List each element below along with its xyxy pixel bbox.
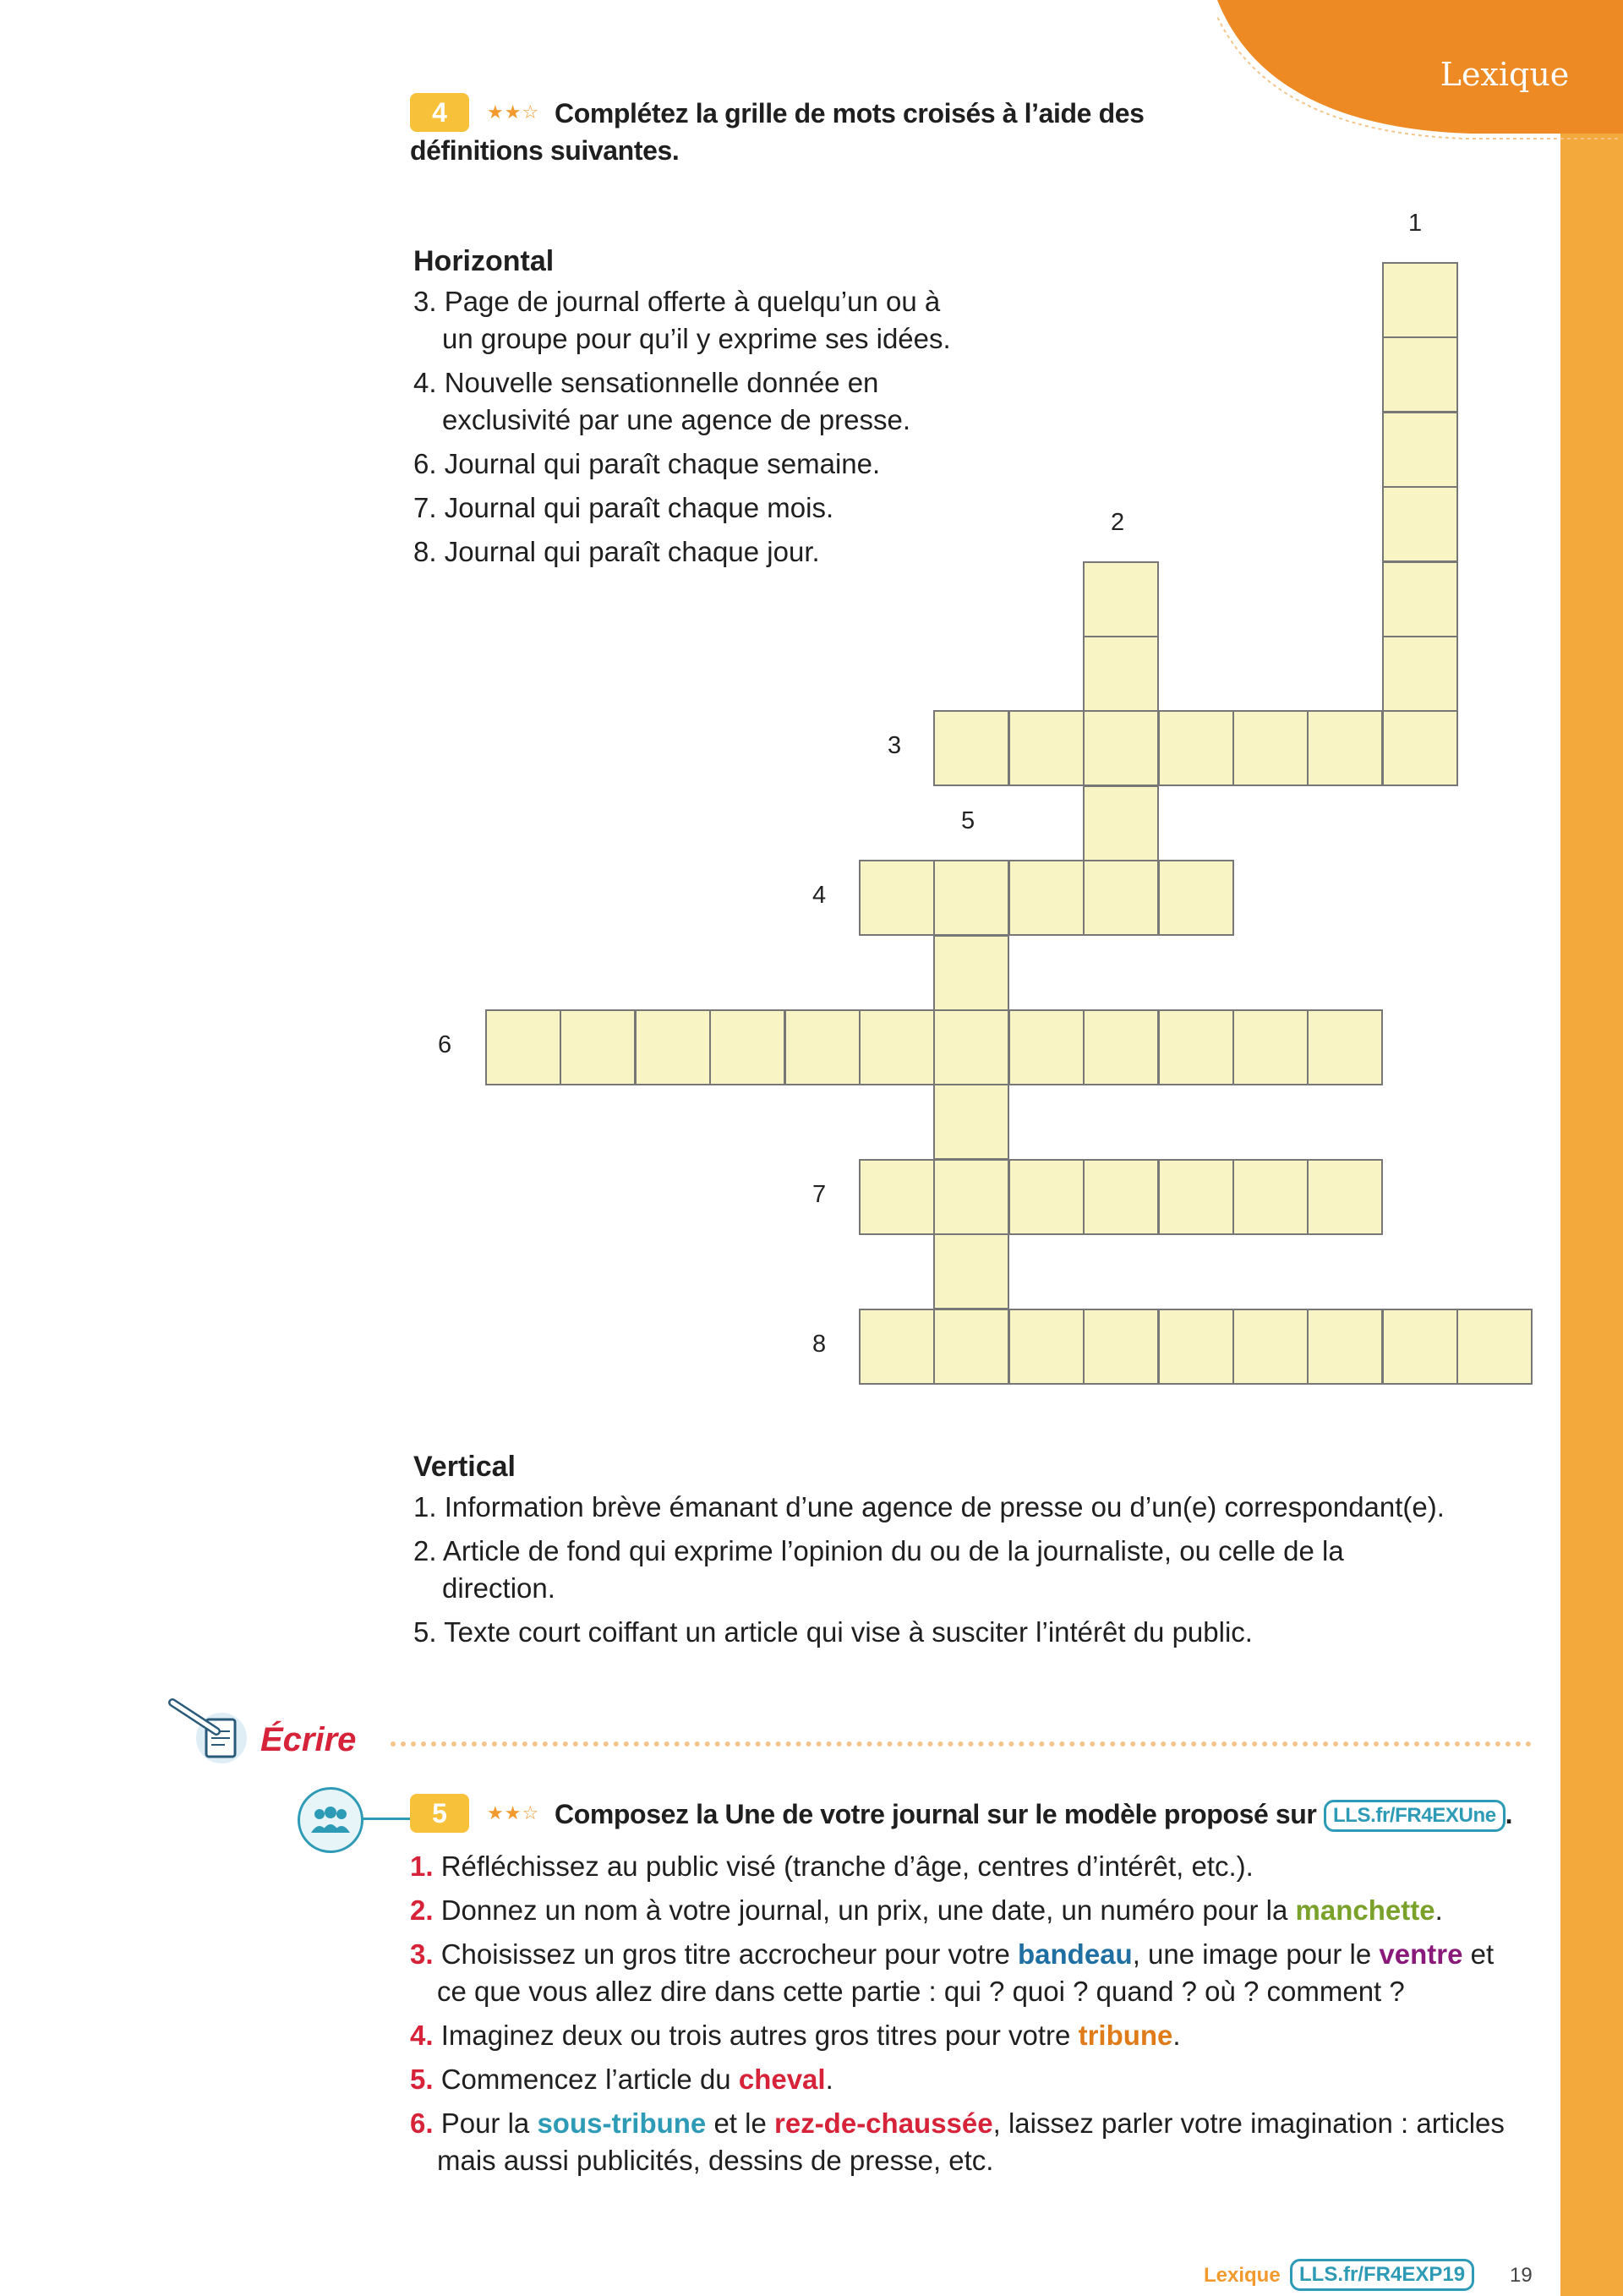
- crossword-cell[interactable]: [1158, 1009, 1234, 1085]
- crossword-cell[interactable]: [933, 935, 1009, 1011]
- keyword-bandeau: bandeau: [1018, 1938, 1133, 1970]
- step-item: 2. Donnez un nom à votre journal, un prix, une date, un numéro pour la manchette.: [410, 1894, 1443, 1926]
- grid-number-1: 1: [1408, 210, 1423, 237]
- crossword-cell[interactable]: [1083, 710, 1159, 786]
- crossword-cell[interactable]: [1382, 561, 1458, 637]
- grid-number-5: 5: [961, 807, 975, 834]
- crossword-cell[interactable]: [1083, 1009, 1159, 1085]
- grid-number-3: 3: [888, 732, 902, 759]
- connector-line: [362, 1818, 414, 1820]
- crossword-cell[interactable]: [635, 1009, 711, 1085]
- definition-item: 8. Journal qui paraît chaque jour.: [413, 536, 820, 567]
- crossword-cell[interactable]: [1382, 412, 1458, 488]
- keyword-tribune: tribune: [1078, 2020, 1173, 2051]
- crossword-cell[interactable]: [859, 1309, 935, 1385]
- crossword-cell[interactable]: [1158, 1309, 1234, 1385]
- group-work-icon: [298, 1787, 363, 1853]
- crossword-cell[interactable]: [1382, 636, 1458, 712]
- difficulty-stars: ★★☆: [487, 101, 540, 123]
- crossword-cell[interactable]: [1008, 710, 1085, 786]
- crossword-cell[interactable]: [1307, 1009, 1383, 1085]
- step-item: 4. Imaginez deux ou trois autres gros titres pour votre tribune.: [410, 2020, 1181, 2051]
- dotted-divider: [391, 1741, 1532, 1747]
- crossword-cell[interactable]: [1008, 1309, 1085, 1385]
- grid-number-7: 7: [812, 1181, 827, 1208]
- page-number: 19: [1510, 2264, 1533, 2287]
- writing-section-title: Écrire: [260, 1721, 357, 1758]
- exercise-instruction: Complétez la grille de mots croisés à l’aide des: [555, 98, 1145, 128]
- keyword-sous-tribune: sous-tribune: [537, 2107, 707, 2139]
- crossword-cell[interactable]: [859, 1009, 935, 1085]
- exercise-number-badge: 4: [410, 93, 469, 132]
- crossword-cell[interactable]: [1083, 1159, 1159, 1235]
- definition-item: 5. Texte court coiffant un article qui vise à susciter l’intérêt du public.: [413, 1616, 1253, 1648]
- crossword-cell[interactable]: [1382, 710, 1458, 786]
- writing-pencil-icon: [166, 1694, 257, 1765]
- crossword-cell[interactable]: [1008, 1009, 1085, 1085]
- definition-item: 2. Article de fond qui exprime l’opinion du ou de la journaliste, ou celle de la direction.: [413, 1535, 1344, 1604]
- step-item: 1. Réfléchissez au public visé (tranche d’âge, centres d’intérêt, etc.).: [410, 1850, 1254, 1882]
- crossword-cell[interactable]: [1083, 785, 1159, 861]
- crossword-cell[interactable]: [1232, 1159, 1309, 1235]
- definition-item: 3. Page de journal offerte à quelqu’un ou à un groupe pour qu’il y exprime ses idées.: [413, 286, 951, 354]
- keyword-manchette: manchette: [1295, 1894, 1435, 1926]
- crossword-cell[interactable]: [1232, 1309, 1309, 1385]
- grid-number-6: 6: [438, 1031, 452, 1058]
- crossword-cell[interactable]: [859, 1159, 935, 1235]
- footer-section-label: Lexique: [1204, 2264, 1281, 2287]
- grid-number-4: 4: [812, 882, 827, 909]
- crossword-cell[interactable]: [1083, 860, 1159, 936]
- footer-link[interactable]: LLS.fr/FR4EXP19: [1290, 2259, 1474, 2291]
- crossword-cell[interactable]: [1083, 636, 1159, 712]
- crossword-cell[interactable]: [1382, 336, 1458, 413]
- crossword-cell[interactable]: [485, 1009, 561, 1085]
- crossword-cell[interactable]: [859, 860, 935, 936]
- definition-item: 6. Journal qui paraît chaque semaine.: [413, 448, 881, 479]
- exercise-link[interactable]: LLS.fr/FR4EXUne: [1324, 1800, 1506, 1832]
- exercise-steps: [410, 1848, 1543, 2179]
- crossword-cell[interactable]: [933, 1009, 1009, 1085]
- exercise-number-badge: 5: [410, 1794, 469, 1833]
- exercise-instruction: Composez la Une de votre journal sur le modèle proposé sur LLS.fr/FR4EXUne .: [555, 1796, 1512, 1833]
- crossword-cell[interactable]: [933, 1309, 1009, 1385]
- crossword-cell[interactable]: [1083, 1309, 1159, 1385]
- crossword-cell[interactable]: [933, 1233, 1009, 1309]
- definition-item: 7. Journal qui paraît chaque mois.: [413, 492, 834, 523]
- crossword-cell[interactable]: [1382, 486, 1458, 562]
- keyword-cheval: cheval: [738, 2064, 826, 2095]
- crossword-cell[interactable]: [1008, 860, 1085, 936]
- definition-item: 1. Information brève émanant d’une agence de presse ou d’un(e) correspondant(e).: [413, 1491, 1445, 1522]
- crossword-cell[interactable]: [933, 1159, 1009, 1235]
- crossword-cell[interactable]: [1382, 262, 1458, 338]
- step-item: 5. Commencez l’article du cheval.: [410, 2064, 833, 2095]
- keyword-rez-de-chaussee: rez-de-chaussée: [774, 2107, 993, 2139]
- crossword-cell[interactable]: [1158, 1159, 1234, 1235]
- crossword-cell[interactable]: [560, 1009, 636, 1085]
- crossword-cell[interactable]: [1008, 1159, 1085, 1235]
- grid-number-2: 2: [1111, 509, 1125, 536]
- exercise-instruction-cont: définitions suivantes.: [410, 135, 680, 166]
- crossword-cell[interactable]: [1307, 710, 1383, 786]
- crossword-cell[interactable]: [1232, 710, 1309, 786]
- step-item: 3. Choisissez un gros titre accrocheur pour votre bandeau, une image pour le ventre et ce que vous allez dire dans cette partie : qui ? quoi ? quand ? où ? comment ?: [410, 1938, 1495, 2007]
- crossword-cell[interactable]: [933, 860, 1009, 936]
- crossword-cell[interactable]: [709, 1009, 785, 1085]
- crossword-cell[interactable]: [1158, 860, 1234, 936]
- step-item: 6. Pour la sous-tribune et le rez-de-chaussée, laissez parler votre imagination : articles mais aussi publicités, dessins de presse, etc.: [410, 2107, 1505, 2176]
- grid-number-8: 8: [812, 1331, 827, 1358]
- crossword-cell[interactable]: [1083, 561, 1159, 637]
- horizontal-definitions: [413, 245, 1022, 571]
- side-color-band: [1560, 131, 1623, 2296]
- crossword-cell[interactable]: [1307, 1309, 1383, 1385]
- vertical-heading: Vertical: [413, 1451, 516, 1483]
- crossword-cell[interactable]: [933, 710, 1009, 786]
- crossword-cell[interactable]: [1307, 1159, 1383, 1235]
- definition-item: 4. Nouvelle sensationnelle donnée en exclusivité par une agence de presse.: [413, 367, 911, 435]
- keyword-ventre: ventre: [1379, 1938, 1463, 1970]
- horizontal-heading: Horizontal: [413, 245, 555, 277]
- crossword-cell[interactable]: [1232, 1009, 1309, 1085]
- crossword-cell[interactable]: [1382, 1309, 1458, 1385]
- crossword-cell[interactable]: [1158, 710, 1234, 786]
- difficulty-stars: ★★☆: [487, 1802, 540, 1823]
- crossword-cell[interactable]: [1456, 1309, 1533, 1385]
- crossword-cell[interactable]: [933, 1084, 1009, 1160]
- crossword-cell[interactable]: [784, 1009, 861, 1085]
- vertical-definitions: [413, 1451, 1546, 1651]
- section-title: Lexique: [1440, 56, 1570, 93]
